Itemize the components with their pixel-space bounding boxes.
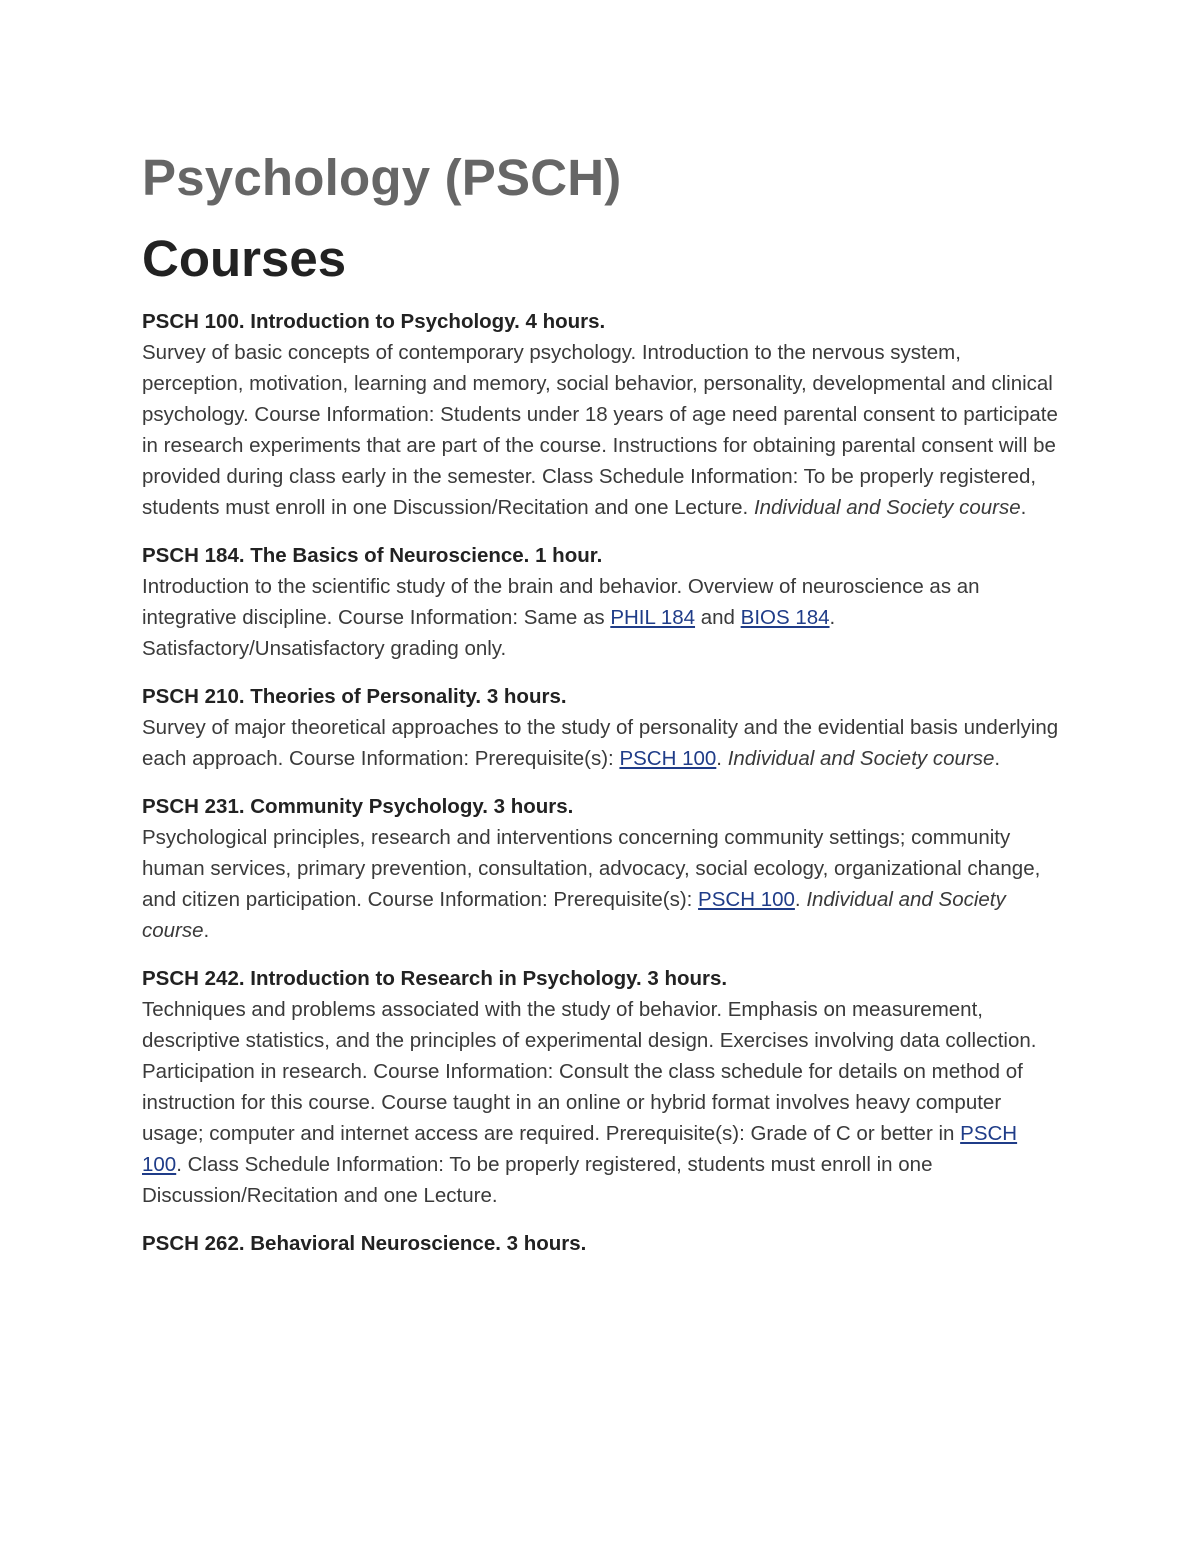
description-text: . (794, 888, 807, 911)
description-end: . (994, 747, 1001, 770)
course-heading: PSCH 231. Community Psychology. 3 hours. (142, 795, 574, 818)
description-text: Survey of major theoretical approaches to the study of personality and the evidential basis underlying each approach. Course Information: Prerequisite(s): (142, 716, 1059, 770)
description-end: . Class Schedule Information: To be properly registered, students must enroll in one Discussion/Recitation and one Lecture. (142, 1153, 933, 1207)
page-title: Psychology (PSCH) (142, 149, 622, 206)
course-category: Individual and Society course (142, 888, 1006, 942)
course-link-psch-100[interactable]: PSCH 100 (698, 888, 795, 911)
course-entry (142, 540, 1062, 664)
course-heading: PSCH 184. The Basics of Neuroscience. 1 hour. (142, 544, 603, 567)
description-end: . Satisfactory/Unsatisfactory grading only. (142, 606, 836, 660)
course-category: Individual and Society course (727, 747, 995, 770)
description-text: Survey of basic concepts of contemporary psychology. Introduction to the nervous system, perception, motivation, learning and memory, social behavior, personality, developmental and clinical psychology. Course Information: Students under 18 years of age need parental consent to participate in research experiments that are part of the course. Instructions for obtaining parental consent will be provided during class early in the semester. Class Schedule Information: To be properly registered, students must enroll in one Discussion/Recitation and one Lecture. (142, 341, 1058, 519)
description-text: Psychological principles, research and interventions concerning community settings; community human services, primary prevention, consultation, advocacy, social ecology, organizational change, and citizen participation. Course Information: Prerequisite(s): (142, 826, 1041, 911)
course-description (142, 822, 1062, 946)
course-link-bios-184[interactable]: BIOS 184 (740, 606, 830, 629)
course-link-psch-100[interactable]: PSCH 100 (619, 747, 717, 770)
document-page (142, 138, 1062, 1276)
description-text: and (695, 606, 741, 629)
course-link-phil-184[interactable]: PHIL 184 (610, 606, 696, 629)
description-end: . (1020, 496, 1027, 519)
course-heading: PSCH 210. Theories of Personality. 3 hours. (142, 685, 567, 708)
course-entry (142, 681, 1062, 774)
description-text: . (716, 747, 728, 770)
course-description (142, 994, 1062, 1211)
course-entry (142, 306, 1062, 523)
course-entry (142, 1228, 1062, 1259)
course-entry (142, 791, 1062, 946)
course-description (142, 571, 1062, 664)
course-link-psch-100[interactable]: PSCH 100 (142, 1122, 1018, 1176)
course-description (142, 337, 1062, 523)
course-category: Individual and Society course (753, 496, 1021, 519)
description-end: . (203, 919, 210, 942)
course-description (142, 712, 1062, 774)
course-heading: PSCH 262. Behavioral Neuroscience. 3 hours. (142, 1232, 587, 1255)
course-entry (142, 963, 1062, 1211)
course-heading: PSCH 242. Introduction to Research in Psychology. 3 hours. (142, 967, 728, 990)
description-text: Introduction to the scientific study of the brain and behavior. Overview of neuroscience as an integrative discipline. Course Information: Same as (142, 575, 980, 629)
description-text: Techniques and problems associated with the study of behavior. Emphasis on measurement, descriptive statistics, and the principles of experimental design. Exercises involving data collection. Participation in research. Course Information: Consult the class schedule for details on method of instruction for this course. Course taught in an online or hybrid format involves heavy computer usage; computer and internet access are required. Prerequisite(s): Grade of C or better in (142, 998, 1037, 1145)
course-heading: PSCH 100. Introduction to Psychology. 4 hours. (142, 310, 606, 333)
section-title: Courses (142, 230, 347, 287)
